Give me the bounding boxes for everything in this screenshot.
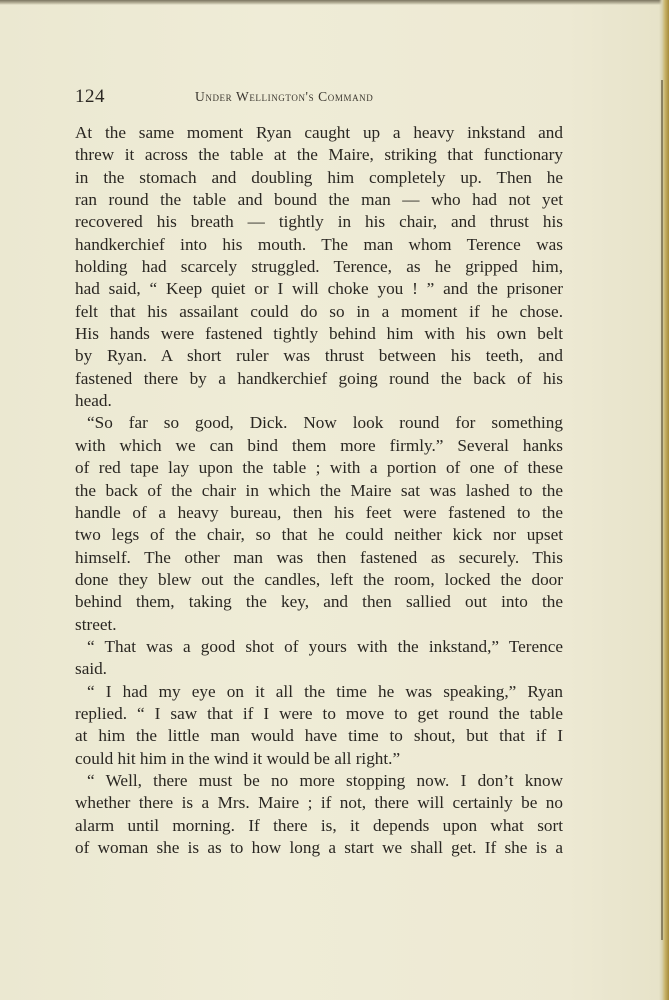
running-head: Under Wellington's Command xyxy=(195,89,374,104)
text-line: himself. The other man was then fastened as securely. This xyxy=(75,547,563,567)
text-line: handkerchief into his mouth. The man whom Terence was xyxy=(75,234,563,254)
page-number: 124 xyxy=(75,86,105,107)
text-line: of red tape lay upon the table ; with a portion of one of these xyxy=(75,458,563,478)
text-line: threw it across the table at the Maire, striking that functionary xyxy=(75,145,563,165)
text-line: alarm until morning. If there is, it depends upon what sort xyxy=(75,815,563,835)
text-line: the back of the chair in which the Maire sat was lashed to the xyxy=(75,480,563,500)
page-top-edge xyxy=(0,0,669,5)
text-line: had said, “ Keep quiet or I will choke you ! ” and the prisoner xyxy=(75,279,563,299)
text-line: said. xyxy=(75,659,107,679)
text-line: felt that his assailant could do so in a moment if he chose. xyxy=(75,301,563,321)
page-edge-shadow xyxy=(661,80,663,940)
text-line: ran round the table and bound the man — who had not yet xyxy=(75,190,563,210)
text-line: done they blew out the candles, left the room, locked the door xyxy=(75,569,563,589)
text-line: behind them, taking the key, and then sallied out into the xyxy=(75,592,563,612)
text-line: “ Well, there must be no more stopping now. I don’t know xyxy=(87,770,563,790)
text-line: head. xyxy=(75,391,112,411)
text-line: holding had scarcely struggled. Terence, as he gripped him, xyxy=(75,257,563,277)
page-header xyxy=(75,86,565,112)
text-line: of woman she is as to how long a start we shall get. If she is a xyxy=(75,838,563,857)
body-text xyxy=(75,122,563,859)
text-line: street. xyxy=(75,614,117,634)
text-line: “ I had my eye on it all the time he was speaking,” Ryan xyxy=(87,681,563,701)
text-line: by Ryan. A short ruler was thrust between his teeth, and xyxy=(75,346,563,366)
text-line: “So far so good, Dick. Now look round for something xyxy=(87,413,563,433)
text-line: fastened there by a handkerchief going round the back of his xyxy=(75,368,563,388)
text-line: “ That was a good shot of yours with the inkstand,” Terence xyxy=(87,636,563,656)
text-line: replied. “ I saw that if I were to move to get round the table xyxy=(75,703,563,723)
text-line: At the same moment Ryan caught up a heavy inkstand and xyxy=(75,123,563,142)
text-line: recovered his breath — tightly in his chair, and thrust his xyxy=(75,212,563,232)
text-line: could hit him in the wind it would be all right.” xyxy=(75,748,401,768)
text-line: at him the little man would have time to shout, but that if I xyxy=(75,726,563,746)
text-line: with which we can bind them more firmly.” Several hanks xyxy=(75,435,563,455)
text-line: His hands were fastened tightly behind him with his own belt xyxy=(75,324,563,344)
text-line: in the stomach and doubling him completely up. Then he xyxy=(75,167,563,187)
text-line: handle of a heavy bureau, then his feet were fastened to the xyxy=(75,502,563,522)
text-line: two legs of the chair, so that he could neither kick nor upset xyxy=(75,525,563,545)
text-line: whether there is a Mrs. Maire ; if not, there will certainly be no xyxy=(75,793,563,813)
